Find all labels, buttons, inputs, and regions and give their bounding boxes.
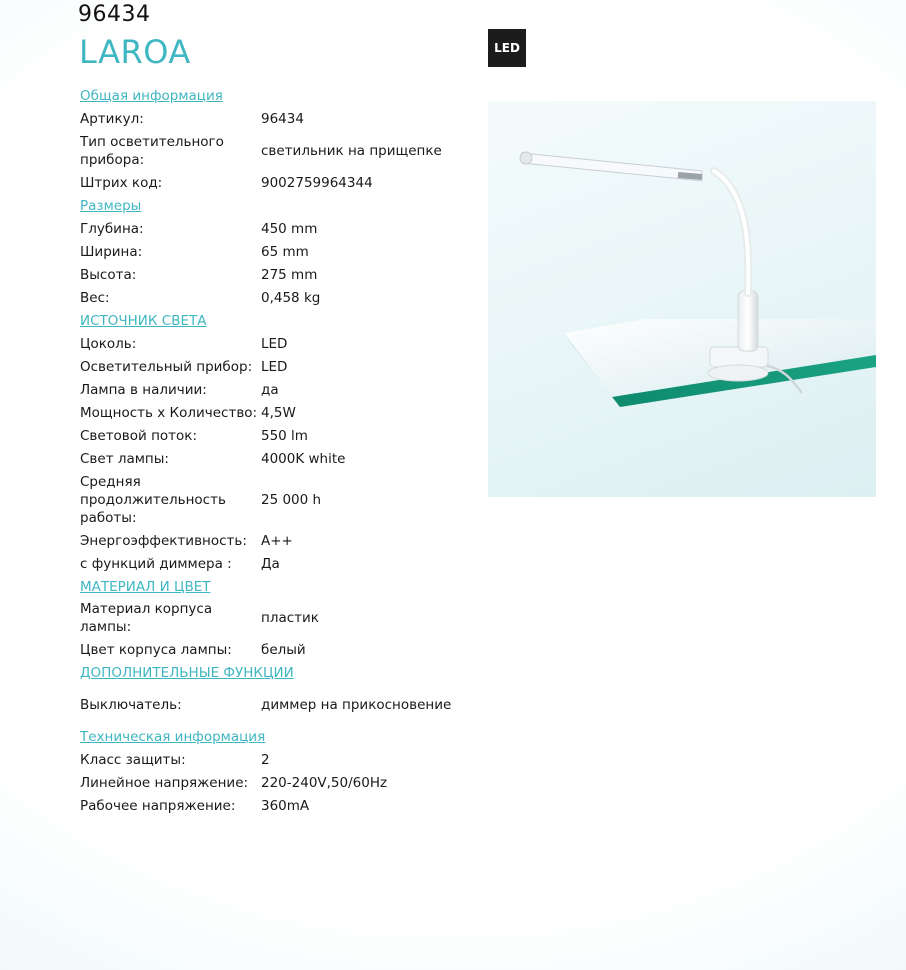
spec-value: 25 000 h	[261, 491, 322, 508]
section-title-dimensions[interactable]: Размеры	[80, 197, 142, 214]
spec-label: с функций диммера :	[80, 555, 232, 572]
spec-row	[80, 286, 480, 309]
spec-label: Выключатель:	[80, 696, 182, 713]
spec-row	[80, 470, 480, 529]
spec-row	[80, 263, 480, 286]
spec-label: Лампа в наличии:	[80, 381, 207, 398]
spec-row	[80, 355, 480, 378]
spec-label: Энергоэффективность:	[80, 532, 247, 549]
spec-label: Линейное напряжение:	[80, 774, 249, 791]
led-badge: LED	[488, 29, 526, 67]
spec-row	[80, 552, 480, 575]
spec-row	[80, 748, 480, 771]
spec-value: LED	[261, 358, 288, 375]
spec-label: Материал корпуса лампы:	[80, 601, 213, 635]
section-title-extra-functions[interactable]: ДОПОЛНИТЕЛЬНЫЕ ФУНКЦИИ	[80, 664, 294, 681]
spec-row	[80, 240, 480, 263]
spec-label: Класс защиты:	[80, 751, 186, 768]
spec-row	[80, 771, 480, 794]
spec-label: Глубина:	[80, 220, 144, 237]
spec-row	[80, 638, 480, 661]
spec-row	[80, 794, 480, 817]
spec-row	[80, 332, 480, 355]
product-name: LAROA	[79, 33, 191, 71]
spec-label: Ширина:	[80, 243, 143, 260]
spec-row	[80, 684, 480, 725]
spec-row	[80, 130, 480, 171]
spec-value: 4,5W	[261, 404, 296, 421]
spec-value: пластик	[261, 610, 319, 626]
desk-lamp-on-clip-icon	[488, 101, 876, 497]
spec-row	[80, 171, 480, 194]
spec-value: 360mA	[261, 797, 310, 814]
spec-row	[80, 424, 480, 447]
spec-row	[80, 107, 480, 130]
spec-value: 96434	[261, 110, 304, 127]
spec-row	[80, 378, 480, 401]
spec-label: Мощность x Количество:	[80, 404, 258, 421]
spec-row	[80, 529, 480, 552]
spec-value: 550 lm	[261, 427, 308, 444]
spec-value: 65 mm	[261, 243, 309, 260]
spec-value: A++	[261, 532, 293, 549]
spec-label: Средняя продолжительность работы:	[80, 473, 226, 526]
spec-value: светильник на прищепке	[261, 142, 442, 159]
spec-value: 0,458 kg	[261, 289, 321, 306]
spec-label: Осветительный прибор:	[80, 358, 253, 375]
spec-label: Высота:	[80, 266, 137, 283]
product-image	[488, 101, 876, 497]
spec-row	[80, 217, 480, 240]
section-title-technical[interactable]: Техническая информация	[80, 728, 266, 745]
section-title-material[interactable]: МАТЕРИАЛ И ЦВЕТ	[80, 578, 211, 595]
spec-label: Цвет корпуса лампы:	[80, 641, 232, 658]
spec-table	[80, 84, 480, 817]
spec-value: диммер на прикосновение	[261, 696, 452, 713]
spec-label: Тип осветительного прибора:	[80, 133, 224, 168]
spec-label: Вес:	[80, 289, 110, 306]
spec-row	[80, 598, 480, 638]
section-title-light-source[interactable]: ИСТОЧНИК СВЕТА	[80, 312, 207, 329]
spec-value: 4000K white	[261, 450, 346, 467]
spec-value: 9002759964344	[261, 174, 373, 191]
spec-label: Цоколь:	[80, 335, 137, 352]
spec-value: Да	[261, 555, 280, 572]
spec-label: Световой поток:	[80, 427, 198, 444]
spec-value: LED	[261, 335, 288, 352]
spec-value: белый	[261, 641, 306, 658]
spec-row	[80, 401, 480, 424]
spec-value: 450 mm	[261, 220, 318, 237]
spec-label: Штрих код:	[80, 174, 163, 191]
article-number: 96434	[78, 2, 151, 27]
section-title-general[interactable]: Общая информация	[80, 87, 223, 104]
spec-value: 275 mm	[261, 266, 318, 283]
spec-row	[80, 447, 480, 470]
spec-label: Рабочее напряжение:	[80, 797, 236, 814]
spec-value: 220-240V,50/60Hz	[261, 774, 388, 791]
spec-label: Свет лампы:	[80, 450, 169, 467]
spec-value: да	[261, 381, 279, 398]
spec-label: Артикул:	[80, 110, 144, 127]
spec-value: 2	[261, 751, 270, 768]
